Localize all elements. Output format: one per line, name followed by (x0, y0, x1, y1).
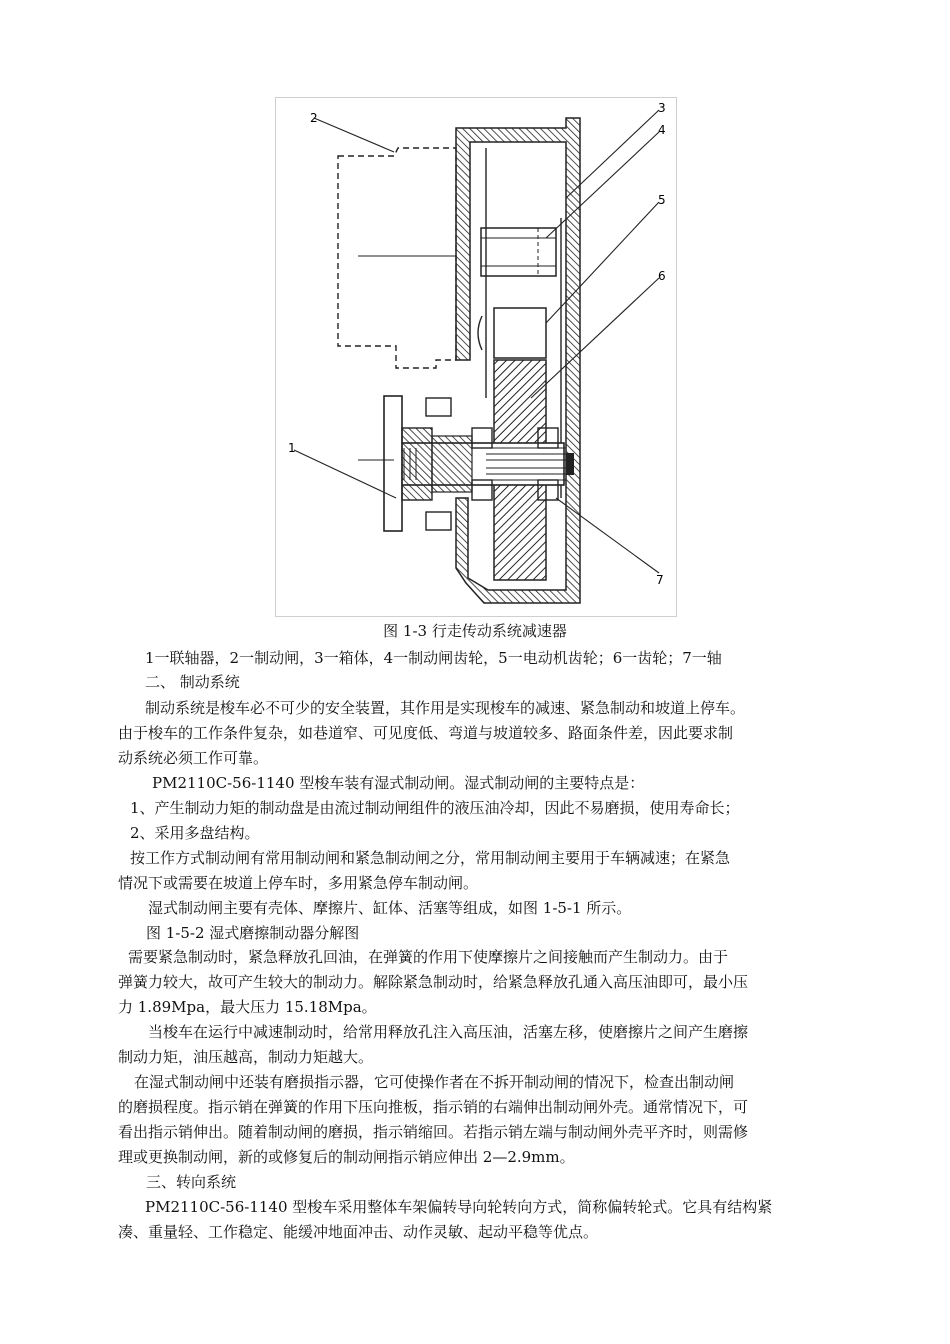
paragraph-line: 湿式制动闸主要有壳体、摩擦片、缸体、活塞等组成，如图 1-5-1 所示。 (148, 899, 632, 917)
paragraph-line: 看出指示销伸出。随着制动闸的磨损，指示销缩回。若指示销左端与制动闸外壳平齐时，则需修 (118, 1123, 749, 1141)
paragraph-line: 理或更换制动闸，新的或修复后的制动闸指示销应伸出 2—2.9mm。 (118, 1148, 575, 1166)
paragraph-line: 凑、重量轻、工作稳定、能缓冲地面冲击、动作灵敏、起动平稳等优点。 (118, 1223, 599, 1241)
reducer-drawing-svg (276, 98, 676, 616)
brake-outline (338, 148, 456, 368)
list-item: 1、产生制动力矩的制动盘是由流过制动闸组件的液压油冷却，因此不易磨损，使用寿命长； (130, 799, 740, 817)
paragraph-line: 由于梭车的工作条件复杂，如巷道窄、可见度低、弯道与坡道较多、路面条件差，因此要求制 (118, 724, 734, 742)
paragraph-line: 弹簧力较大，故可产生较大的制动力。解除紧急制动时，给紧急释放孔通入高压油即可，最小压 (118, 973, 749, 991)
paragraph-line: 制动系统是梭车必不可少的安全装置，其作用是实现梭车的减速、紧急制动和坡道上停车。 (145, 699, 746, 717)
reducer-drawing (275, 97, 677, 617)
paragraph-line: 当梭车在运行中减速制动时，给常用释放孔注入高压油，活塞左移，使磨擦片之间产生磨擦 (148, 1023, 749, 1041)
label-1: 1 (288, 441, 296, 455)
paragraph-line: 力 1.89Mpa，最大压力 15.18Mpa。 (118, 998, 377, 1016)
section-heading-steering: 三、转向系统 (146, 1173, 237, 1191)
paragraph-line: 需要紧急制动时，紧急释放孔回油，在弹簧的作用下使摩擦片之间接触而产生制动力。由于 (128, 948, 729, 966)
figure-caption: 图 1-3 行走传动系统减速器 (383, 622, 567, 640)
paragraph-line: 按工作方式制动闸有常用制动闸和紧急制动闸之分，常用制动闸主要用于车辆减速；在紧急 (130, 849, 731, 867)
paragraph-line: PM2110C-56-1140 型梭车采用整体车架偏转导向轮转向方式，简称偏转轮式。它具有结构紧 (145, 1198, 773, 1216)
list-item: 2、采用多盘结构。 (130, 824, 260, 842)
label-5: 5 (658, 193, 666, 207)
paragraph-line: 在湿式制动闸中还装有磨损指示器，它可使操作者在不拆开制动闸的情况下，检查出制动闸 (134, 1073, 735, 1091)
paragraph-line: 动系统必须工作可靠。 (118, 749, 269, 767)
brake-gear (481, 228, 556, 276)
label-2: 2 (310, 111, 318, 125)
motor-gear (494, 308, 546, 358)
label-6: 6 (658, 269, 666, 283)
figure-reference-caption: 图 1-5-2 湿式磨擦制动器分解图 (146, 924, 360, 942)
paragraph-line: 情况下或需要在坡道上停车时，多用紧急停车制动闸。 (118, 874, 479, 892)
coupling (384, 396, 402, 531)
label-4: 4 (658, 123, 666, 137)
section-heading-braking: 二、 制动系统 (145, 673, 240, 691)
figure-legend: 1一联轴器，2一制动闸，3一箱体，4一制动闸齿轮，5一电动机齿轮；6一齿轮；7一轴 (145, 649, 722, 667)
label-7: 7 (656, 573, 664, 587)
paragraph-line: PM2110C-56-1140 型梭车装有湿式制动闸。湿式制动闸的主要特点是： (152, 774, 645, 792)
label-3: 3 (658, 101, 666, 115)
paragraph-line: 制动力矩，油压越高，制动力矩越大。 (118, 1048, 374, 1066)
paragraph-line: 的磨损程度。指示销在弹簧的作用下压向推板，指示销的右端伸出制动闸外壳。通常情况下，可 (118, 1098, 749, 1116)
